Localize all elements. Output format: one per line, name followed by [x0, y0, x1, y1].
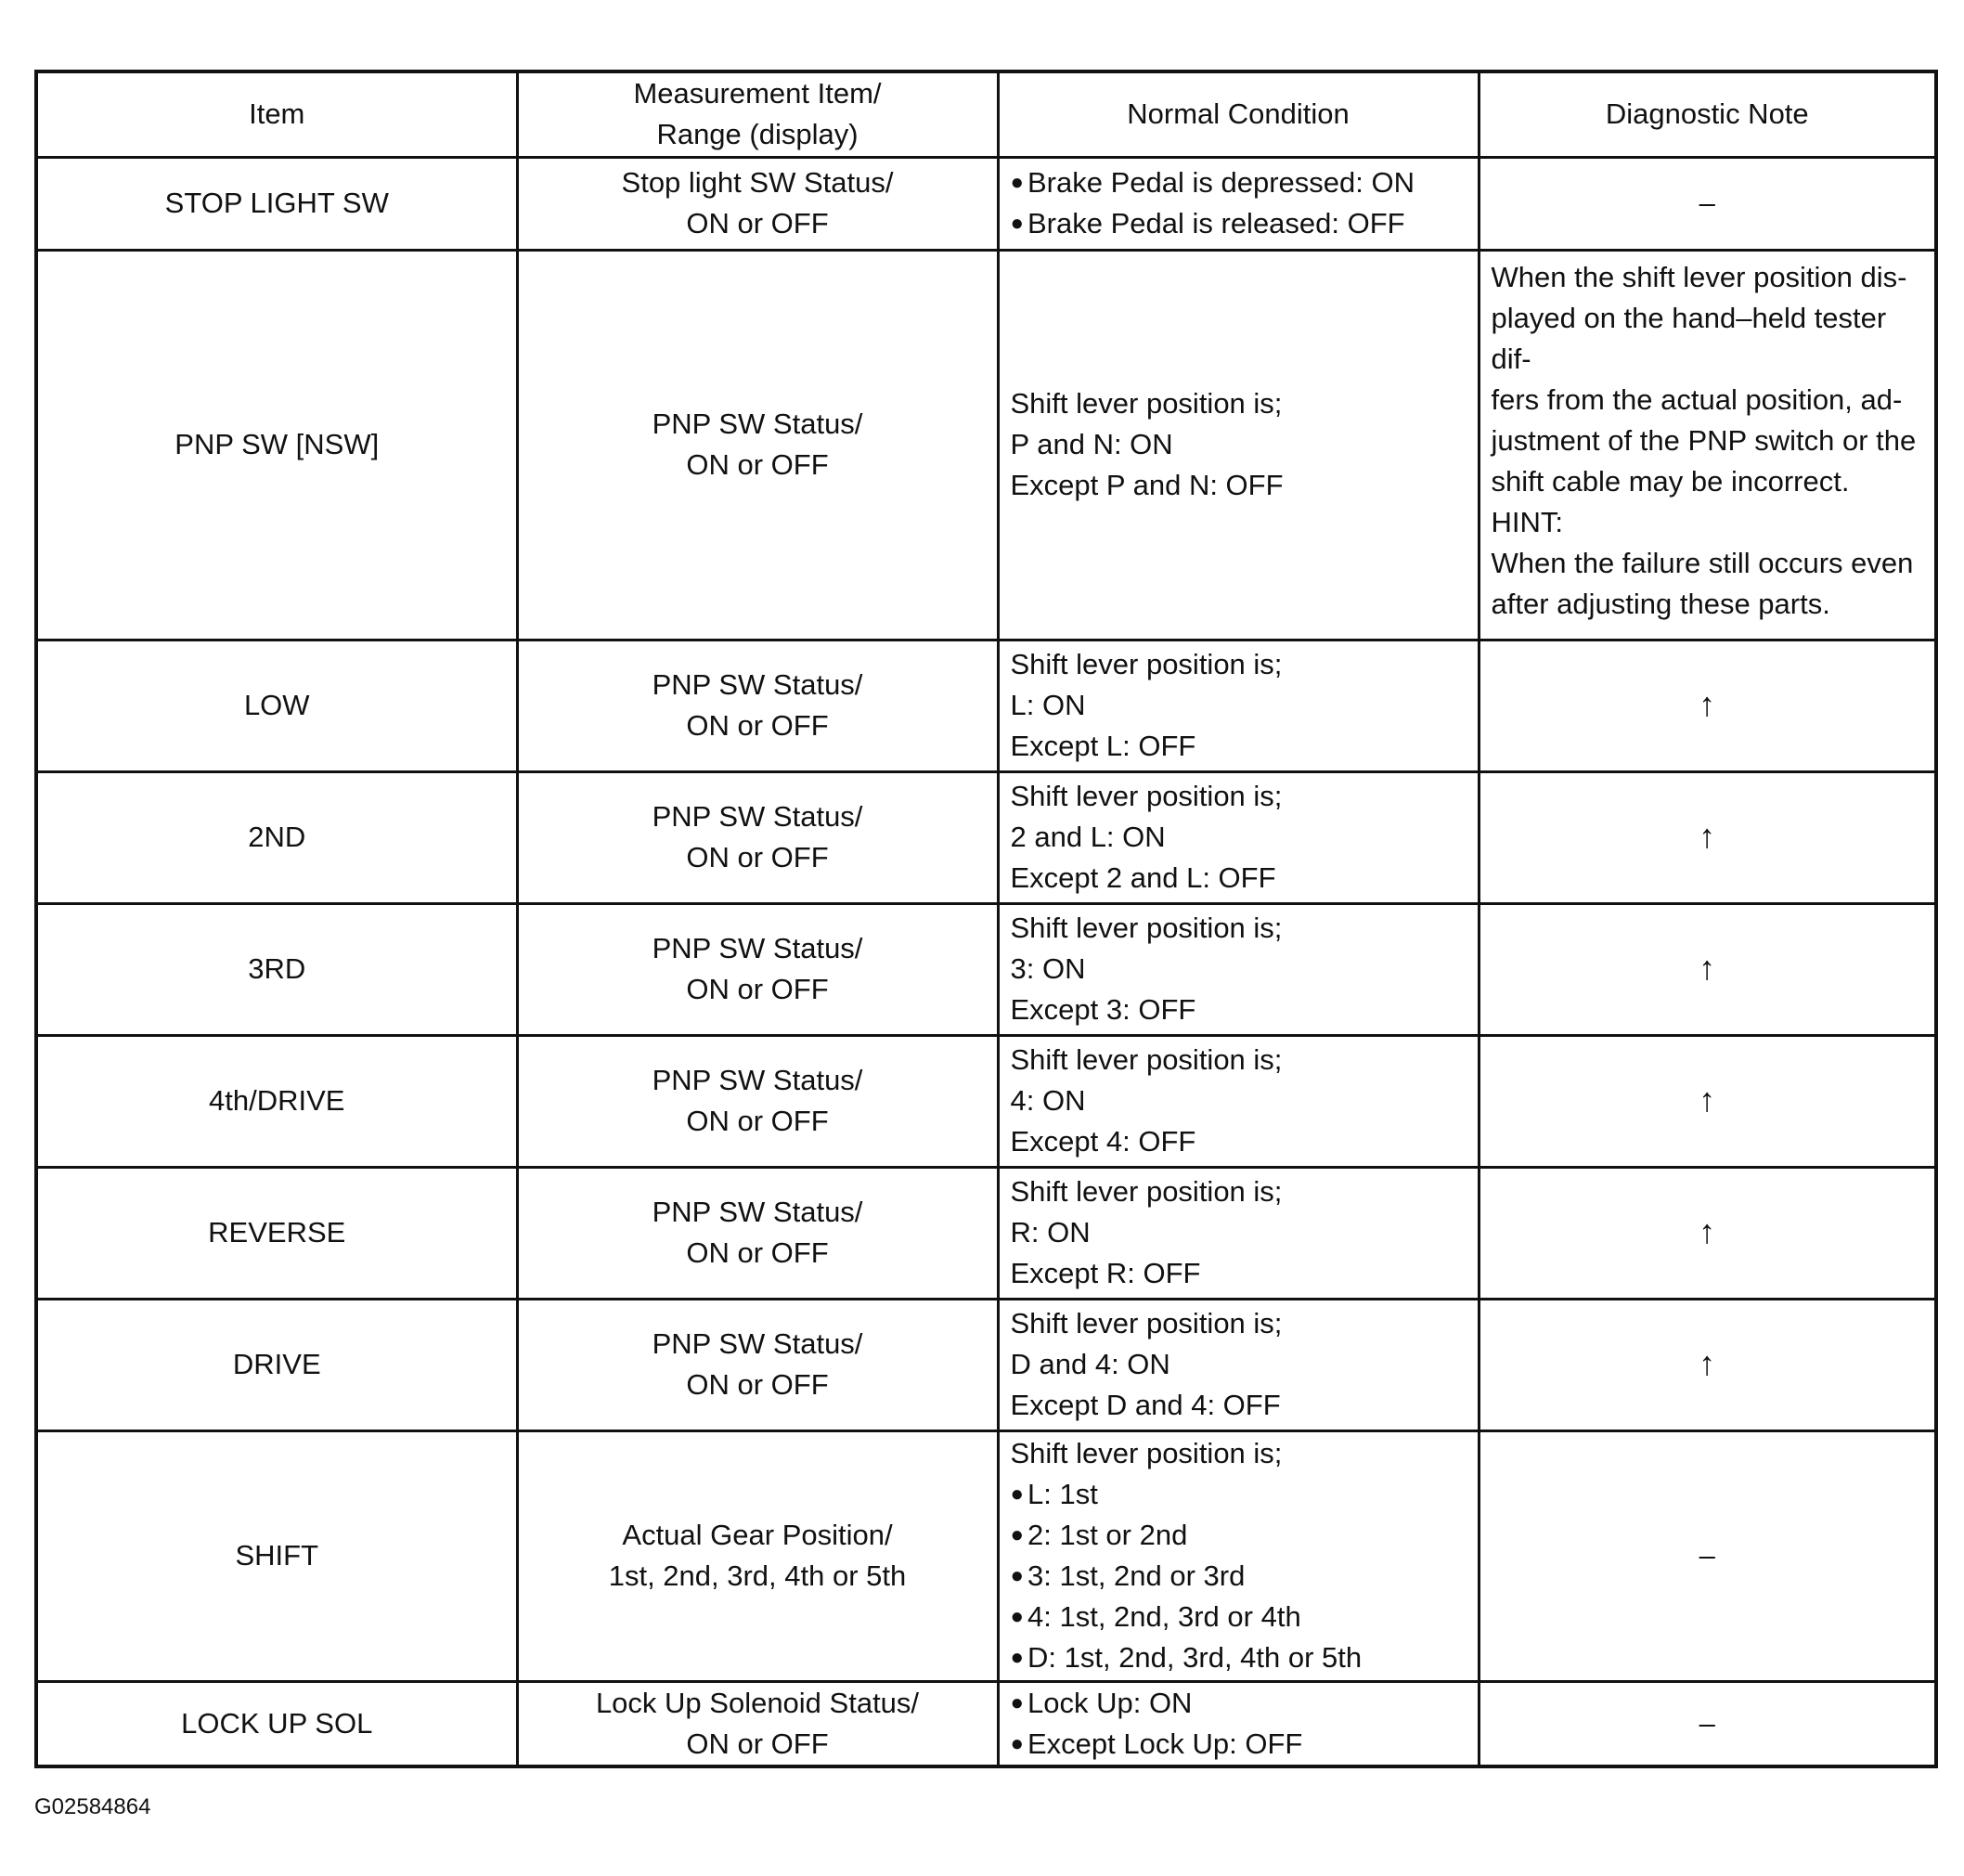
normal-condition-cell: Shift lever position is; 3: ON Except 3: OFF	[998, 903, 1479, 1035]
normal-condition-cell: Shift lever position is; 4: ON Except 4: OFF	[998, 1035, 1479, 1167]
measurement-cell: PNP SW Status/ ON or OFF	[517, 1035, 998, 1167]
normal-condition-cell: ● Lock Up: ON ● Except Lock Up: OFF	[998, 1681, 1479, 1766]
column-header-normal-condition: Normal Condition	[998, 71, 1479, 157]
measurement-cell: Lock Up Solenoid Status/ ON or OFF	[517, 1681, 998, 1766]
normal-condition-cell: Shift lever position is; L: ON Except L: OFF	[998, 640, 1479, 771]
bullet-icon: ●	[1010, 1645, 1024, 1670]
diagnostic-note-cell	[1479, 771, 1936, 903]
normal-condition-cell: Shift lever position is; R: ON Except R: OFF	[998, 1167, 1479, 1299]
diagnostic-note-cell	[1479, 640, 1936, 771]
bullet-icon: ●	[1010, 1604, 1024, 1629]
item-cell: 3RD	[36, 903, 517, 1035]
bullet-icon: ●	[1010, 1563, 1024, 1588]
up-arrow-icon: ↑	[1699, 1212, 1716, 1250]
diagnostic-note-cell	[1479, 1035, 1936, 1167]
item-cell: PNP SW [NSW]	[36, 250, 517, 640]
item-cell: 2ND	[36, 771, 517, 903]
diagnostic-note-cell: –	[1479, 1681, 1936, 1766]
normal-condition-cell: Shift lever position is; 2 and L: ON Except 2 and L: OFF	[998, 771, 1479, 903]
up-arrow-icon: ↑	[1699, 817, 1716, 855]
figure-code: G02584864	[34, 1794, 151, 1819]
table-row	[36, 903, 1936, 1035]
table-row	[36, 640, 1936, 771]
column-header-measurement: Measurement Item/ Range (display)	[517, 71, 998, 157]
bullet-icon: ●	[1010, 1730, 1024, 1756]
table-row	[36, 771, 1936, 903]
table-row	[36, 1430, 1936, 1681]
bullet-icon: ●	[1010, 170, 1024, 195]
table-row	[36, 1035, 1936, 1167]
measurement-cell: PNP SW Status/ ON or OFF	[517, 1167, 998, 1299]
diagnostic-data-table	[34, 70, 1938, 1768]
table-row	[36, 157, 1936, 250]
measurement-cell: PNP SW Status/ ON or OFF	[517, 903, 998, 1035]
item-cell: LOW	[36, 640, 517, 771]
diagnostic-note-cell: –	[1479, 157, 1936, 250]
item-cell: REVERSE	[36, 1167, 517, 1299]
table-header-row	[36, 71, 1936, 157]
up-arrow-icon: ↑	[1699, 1344, 1716, 1382]
up-arrow-icon: ↑	[1699, 1080, 1716, 1119]
up-arrow-icon: ↑	[1699, 685, 1716, 723]
table-row	[36, 1167, 1936, 1299]
normal-condition-cell: ● Brake Pedal is depressed: ON ● Brake Pedal is released: OFF	[998, 157, 1479, 250]
diagnostic-note-cell: When the shift lever position dis- played on the hand–held tester dif- fers from the actual position, ad- justment of the PNP switch or the shift cable may be incorrect. HINT: When the failure still occurs even after adjusting these parts.	[1479, 250, 1936, 640]
column-header-item: Item	[36, 71, 517, 157]
normal-condition-cell: Shift lever position is; D and 4: ON Except D and 4: OFF	[998, 1299, 1479, 1430]
diagnostic-note-cell	[1479, 1167, 1936, 1299]
item-cell: 4th/DRIVE	[36, 1035, 517, 1167]
normal-condition-cell: Shift lever position is; P and N: ON Except P and N: OFF	[998, 250, 1479, 640]
item-cell: SHIFT	[36, 1430, 517, 1681]
table-row	[36, 1681, 1936, 1766]
measurement-cell: PNP SW Status/ ON or OFF	[517, 1299, 998, 1430]
item-cell: LOCK UP SOL	[36, 1681, 517, 1766]
item-cell: DRIVE	[36, 1299, 517, 1430]
item-cell: STOP LIGHT SW	[36, 157, 517, 250]
measurement-cell: PNP SW Status/ ON or OFF	[517, 250, 998, 640]
bullet-icon: ●	[1010, 211, 1024, 236]
measurement-cell: Actual Gear Position/ 1st, 2nd, 3rd, 4th or 5th	[517, 1430, 998, 1681]
diagnostic-note-cell: –	[1479, 1430, 1936, 1681]
diagnostic-note-cell	[1479, 903, 1936, 1035]
up-arrow-icon: ↑	[1699, 949, 1716, 987]
table-row	[36, 250, 1936, 640]
measurement-cell: PNP SW Status/ ON or OFF	[517, 640, 998, 771]
table-row	[36, 1299, 1936, 1430]
measurement-cell: PNP SW Status/ ON or OFF	[517, 771, 998, 903]
measurement-cell: Stop light SW Status/ ON or OFF	[517, 157, 998, 250]
bullet-icon: ●	[1010, 1481, 1024, 1507]
bullet-icon: ●	[1010, 1522, 1024, 1547]
column-header-diagnostic-note: Diagnostic Note	[1479, 71, 1936, 157]
diagnostic-note-cell	[1479, 1299, 1936, 1430]
normal-condition-cell: Shift lever position is; ● L: 1st ● 2: 1st or 2nd ● 3: 1st, 2nd or 3rd ● 4: 1st, 2nd, 3rd or 4th ● D: 1st, 2nd, 3rd, 4th or 5th	[998, 1430, 1479, 1681]
bullet-icon: ●	[1010, 1689, 1024, 1715]
